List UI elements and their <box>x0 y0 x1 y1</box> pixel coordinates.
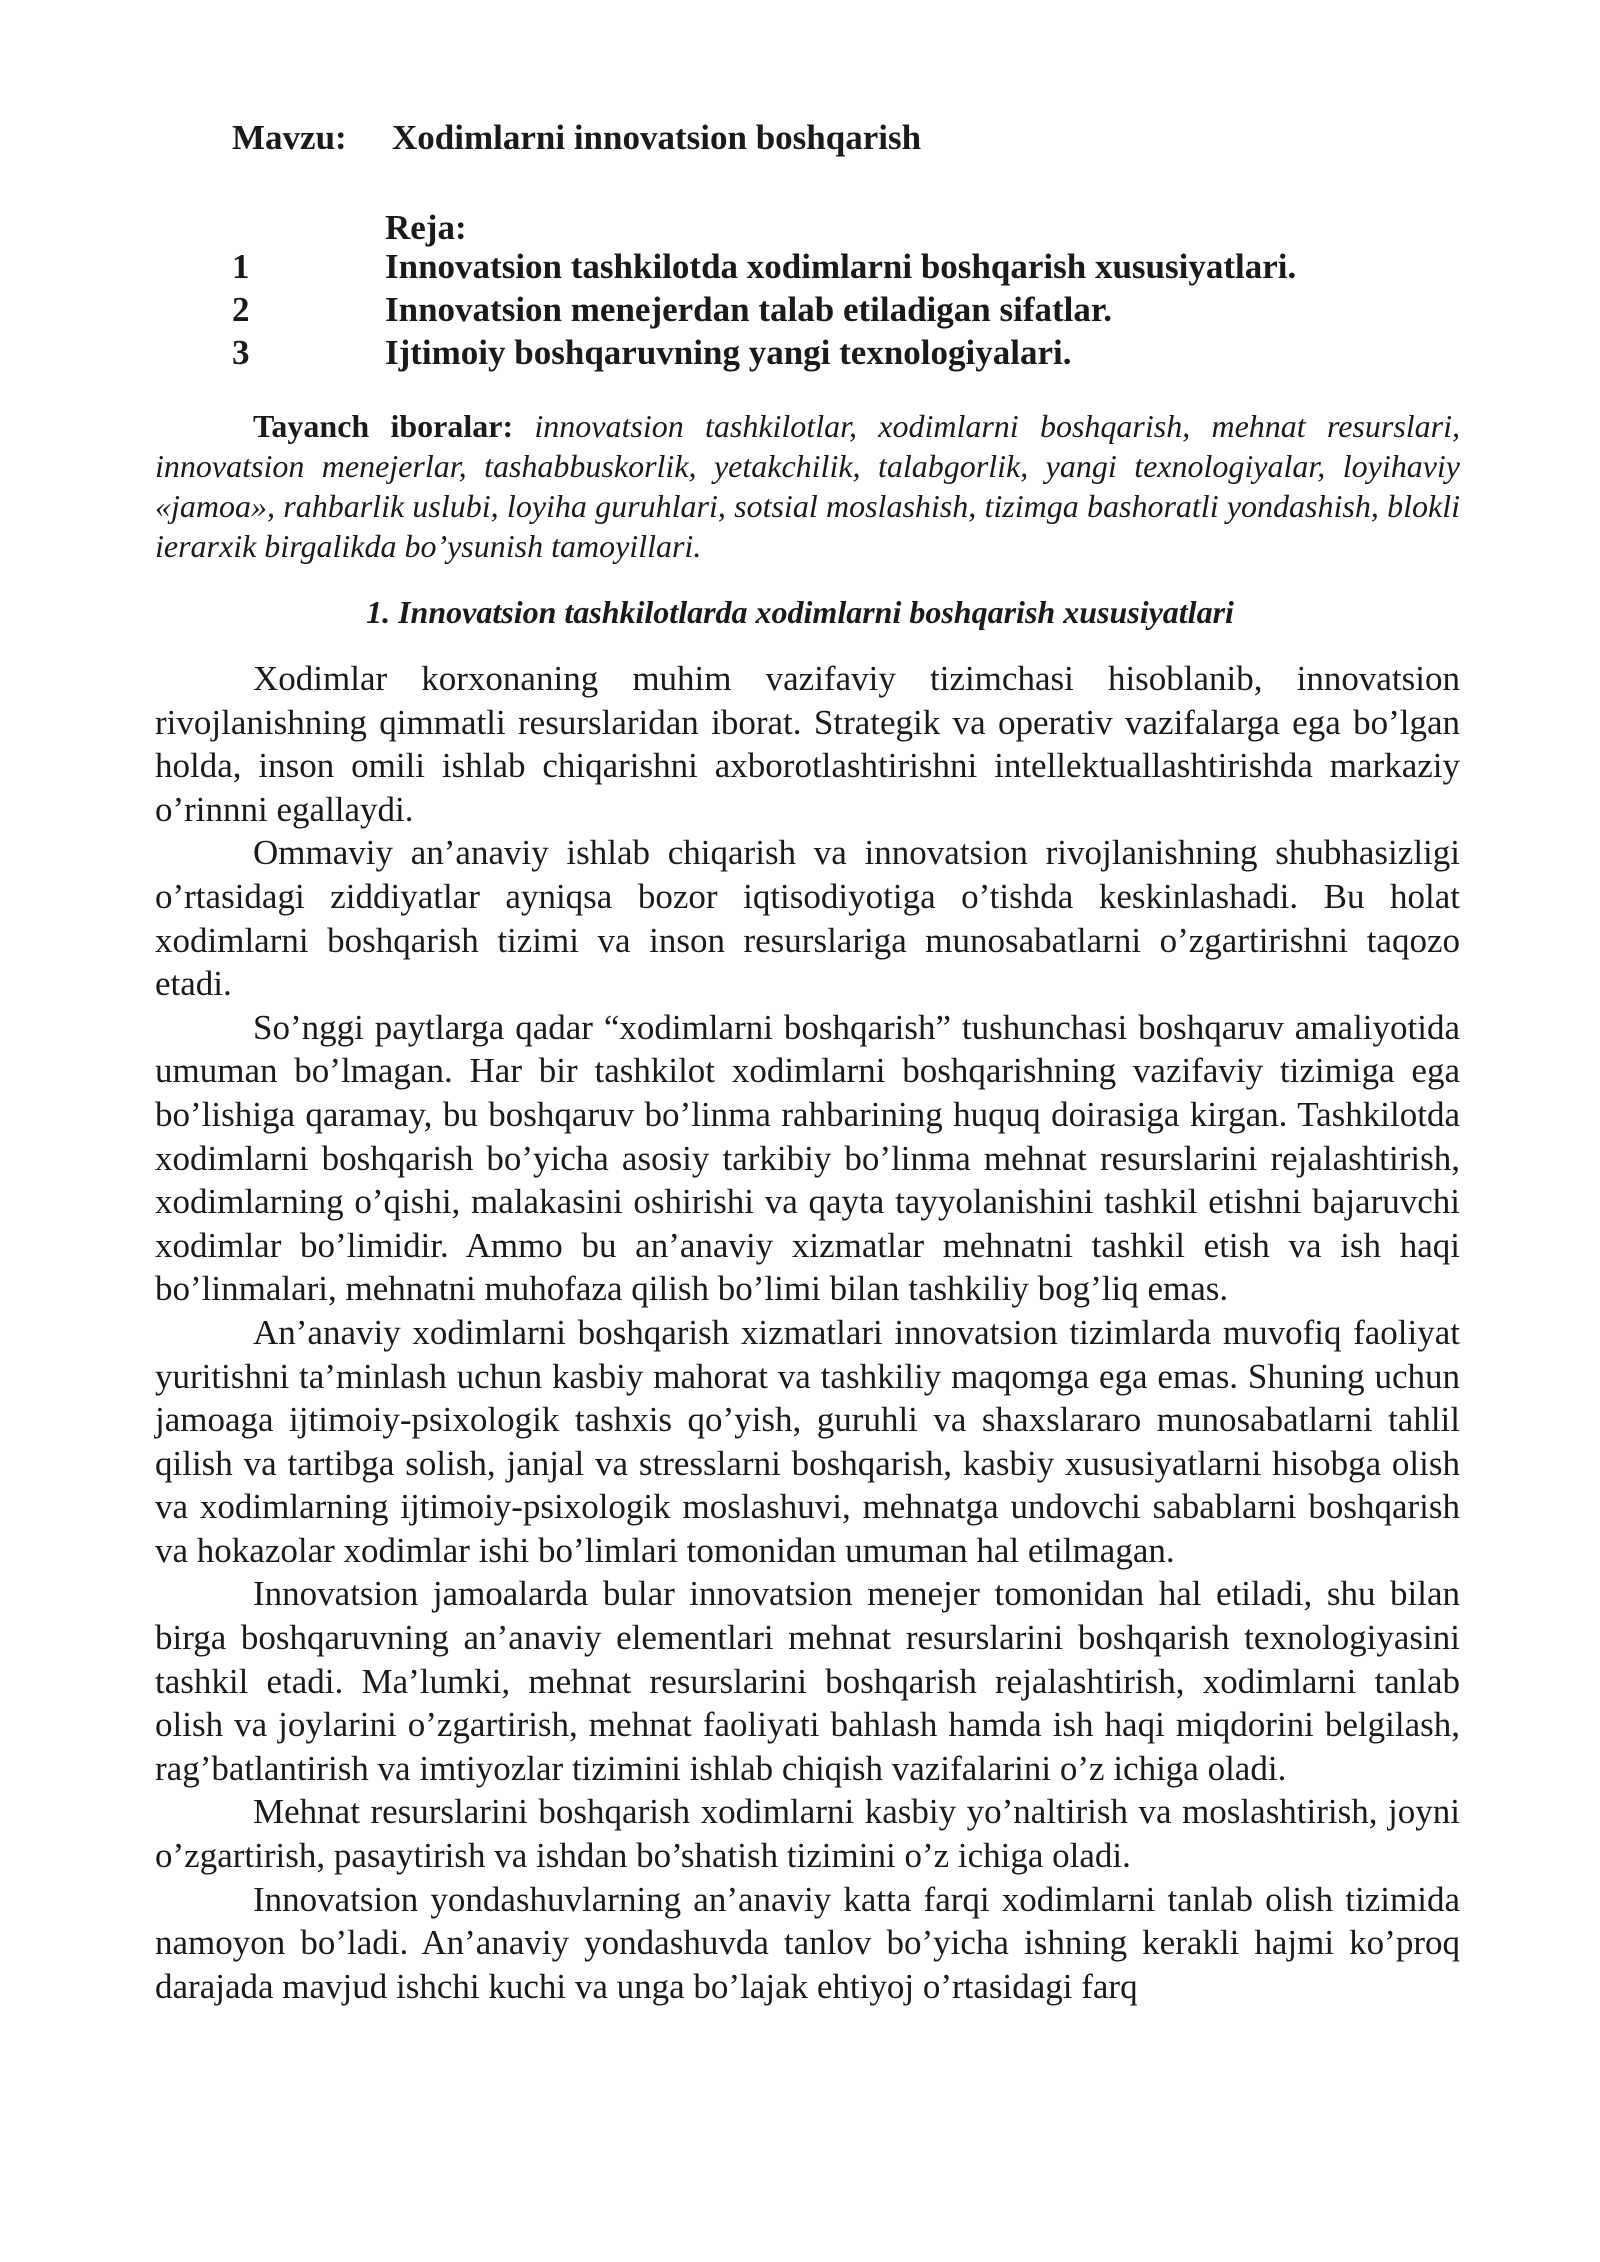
paragraph: Xodimlar korxonaning muhim vazifaviy tizimchasi hisoblanib, innovatsion rivojlanishning qimmatli resurslaridan iborat. Strategik va operativ vazifalarga ega bo’lgan holda, inson omili ishlab chiqarishni axborotlashtirishni intellektuallashtirishda markaziy o’rinnni egallaydi. <box>155 659 1460 829</box>
plan-item-text: Innovatsion tashkilotda xodimlarni boshqarish xususiyatlari. <box>385 247 1297 286</box>
plan-item-number: 2 <box>232 290 250 329</box>
plan-item-number: 1 <box>232 247 250 286</box>
keywords-label: Tayanch iboralar: <box>253 408 514 444</box>
plan-item <box>232 245 1296 288</box>
paragraph: Innovatsion jamoalarda bular innovatsion menejer tomonidan hal etiladi, shu bilan birga boshqaruvning an’anaviy elementlari mehnat resurslarini boshqarish texnologiyasini tashkil etadi. Ma’lumki, mehnat resurslarini boshqarish rejalashtirish, xodimlarni tanlab olish va joylarini o’zgartirish, mehnat faoliyati bahlash hamda ish haqi miqdorini belgilash, rag’batlantirish va imtiyozlar tizimini ishlab chiqish vazifalarini o’z ichiga oladi. <box>155 1574 1460 1788</box>
topic-label: Mavzu: <box>232 118 347 157</box>
plan-item-text: Innovatsion menejerdan talab etiladigan sifatlar. <box>385 290 1112 329</box>
topic-title: Xodimlarni innovatsion boshqarish <box>392 118 922 157</box>
section-heading: 1. Innovatsion tashkilotlarda xodimlarni boshqarish xususiyatlari <box>366 594 1234 630</box>
paragraph: So’nggi paytlarga qadar “xodimlarni boshqarish” tushunchasi boshqaruv amaliyotida umuman bo’lmagan. Har bir tashkilot xodimlarni boshqarishning vazifaviy tizimiga ega bo’lishiga qaramay, bu boshqaruv bo’linma rahbarining huquq doirasiga kirgan. Tashkilotda xodimlarni boshqarish bo’yicha asosiy tarkibiy bo’linma mehnat resurslarini rejalashtirish, xodimlarning o’qishi, malakasini oshirishi va qayta tayyolanishini tashkil etishni bajaruvchi xodimlar bo’limidir. Ammo bu an’anaviy xizmatlar mehnatni tashkil etish va ish haqi bo’linmalari, mehnatni muhofaza qilish bo’limi bilan tashkiliy bog’liq emas. <box>155 1007 1460 1309</box>
plan-title: Reja: <box>385 208 467 247</box>
paragraph: Innovatsion yondashuvlarning an’anaviy katta farqi xodimlarni tanlab olish tizimida namoyon bo’ladi. An’anaviy yondashuvda tanlov bo’yicha ishning kerakli hajmi ko’proq darajada mavjud ishchi kuchi va unga bo’lajak ehtiyoj o’rtasidagi farq <box>155 1879 1460 2006</box>
plan-item <box>232 331 1296 374</box>
paragraph: Mehnat resurslarini boshqarish xodimlarni kasbiy yo’naltirish va moslashtirish, joyni o’zgartirish, pasaytirish va ishdan bo’shatish tizimini o’z ichiga oladi. <box>155 1792 1460 1876</box>
plan-item-text: Ijtimoiy boshqaruvning yangi texnologiyalari. <box>385 333 1072 372</box>
plan-list <box>232 245 1296 374</box>
paragraph: Ommaviy an’anaviy ishlab chiqarish va innovatsion rivojlanishning shubhasizligi o’rtasidagi ziddiyatlar ayniqsa bozor iqtisodiyotiga o’tishda keskinlashadi. Bu holat xodimlarni boshqarish tizimi va inson resurslariga munosabatlarni o’zgartirishni taqozo etadi. <box>155 833 1460 1004</box>
plan-item <box>232 288 1296 331</box>
topic-heading <box>232 114 921 162</box>
body-text <box>155 657 1460 2008</box>
keywords-block <box>155 406 1460 566</box>
plan-item-number: 3 <box>232 333 250 372</box>
paragraph: An’anaviy xodimlarni boshqarish xizmatlari innovatsion tizimlarda muvofiq faoliyat yuritishni ta’minlash uchun kasbiy mahorat va tashkiliy maqomga ega emas. Shuning uchun jamoaga ijtimoiy-psixologik tashxis qo’yish, guruhli va shaxslararo munosabatlarni tahlil qilish va tartibga solish, janjal va stresslarni boshqarish, kasbiy xususiyatlarni hisobga olish va xodimlarning ijtimoiy-psixologik moslashuvi, mehnatga undovchi sabablarni boshqarish va hokazolar xodimlar ishi bo’limlari tomonidan umuman hal etilmagan. <box>155 1312 1460 1570</box>
keywords-text: innovatsion tashkilotlar, xodimlarni boshqarish, mehnat resurslari, innovatsion menejerlar, tashabbuskorlik, yetakchilik, talabgorlik, yangi texnologiyalar, loyihaviy «jamoa», rahbarlik uslubi, loyiha guruhlari, sotsial moslashish, tizimga bashoratli yondashish, blokli ierarxik birgalikda bo’ysunish tamoyillari. <box>155 408 1460 564</box>
